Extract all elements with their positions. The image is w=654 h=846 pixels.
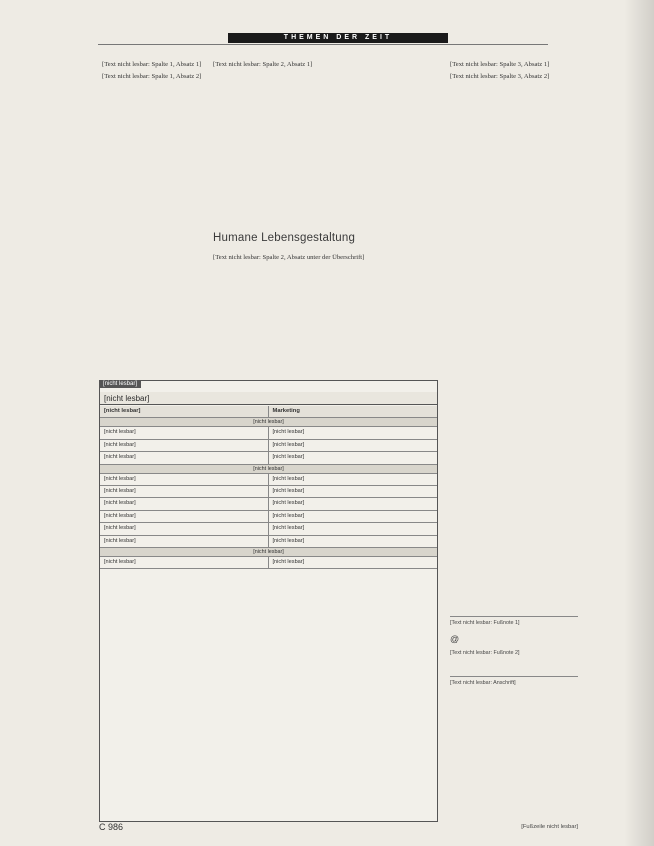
table-cell: [nicht lesbar]: [100, 557, 269, 568]
table-row: [100, 452, 437, 464]
body-column-1: [102, 60, 210, 356]
table-cell: [nicht lesbar]: [100, 498, 269, 509]
paragraph: [Text nicht lesbar: Spalte 1, Absatz 2]: [102, 73, 202, 81]
table-row: [100, 427, 437, 439]
body-column-3: [450, 60, 578, 610]
table-row: [100, 498, 437, 510]
table-cell: [nicht lesbar]: [272, 500, 305, 507]
journal-citation: [Fußzeile nicht lesbar]: [521, 824, 578, 830]
footnote-rule: [450, 616, 578, 617]
table-row: [100, 486, 437, 498]
footnote-rule: [450, 676, 578, 677]
table-cell: [nicht lesbar]: [272, 488, 305, 495]
table-cell: [nicht lesbar]: [272, 475, 305, 482]
table-cell: [nicht lesbar]: [100, 511, 269, 522]
table-row: [100, 523, 437, 535]
table-row: [100, 536, 437, 548]
body-column-2-continued: [213, 253, 435, 373]
table-cell: [nicht lesbar]: [100, 474, 269, 485]
top-rule: [98, 44, 548, 45]
table-cell: [nicht lesbar]: [100, 536, 269, 547]
table-cell: [nicht lesbar]: [272, 429, 305, 436]
paragraph: [Text nicht lesbar: Spalte 2, Absatz 1]: [213, 61, 313, 68]
table-row: [100, 511, 437, 523]
body-column-2: [213, 60, 435, 220]
paragraph: [Text nicht lesbar: Spalte 3, Absatz 1]: [450, 61, 550, 68]
footnote-literature: [Text nicht lesbar: Fußnote 2]: [450, 650, 520, 656]
table-cell: [nicht lesbar]: [100, 486, 269, 497]
column-header: Marketing: [269, 406, 438, 417]
paragraph: [Text nicht lesbar: Spalte 3, Absatz 2]: [450, 73, 550, 81]
table-cell: [nicht lesbar]: [272, 537, 305, 544]
table-row: [100, 474, 437, 486]
table-header-row: [100, 406, 437, 418]
paragraph: [Text nicht lesbar: Spalte 2, Absatz unter der Überschrift]: [213, 254, 365, 261]
table-tag: [nicht lesbar]: [99, 380, 141, 388]
table-title: [nicht lesbar]: [100, 392, 437, 405]
section-banner: THEMEN DER ZEIT: [228, 33, 448, 43]
process-table: [99, 380, 438, 822]
table-body: [100, 406, 437, 569]
scan-shadow: [624, 0, 654, 846]
table-cell: [nicht lesbar]: [272, 441, 305, 448]
table-phase-row: [nicht lesbar]: [100, 548, 437, 557]
table-cell: [nicht lesbar]: [100, 452, 269, 463]
section-heading: Humane Lebensgestaltung: [213, 232, 356, 244]
table-cell: [nicht lesbar]: [272, 454, 305, 461]
author-address: [Text nicht lesbar: Anschrift]: [450, 680, 516, 686]
table-phase-row: [nicht lesbar]: [100, 418, 437, 427]
table-cell: [nicht lesbar]: [100, 427, 269, 438]
table-cell: [nicht lesbar]: [272, 512, 305, 519]
at-icon: @: [450, 634, 460, 644]
table-phase-row: [nicht lesbar]: [100, 465, 437, 474]
table-cell: [nicht lesbar]: [100, 523, 269, 534]
table-cell: [nicht lesbar]: [100, 440, 269, 451]
table-row: [100, 557, 437, 569]
table-row: [100, 440, 437, 452]
column-header: [nicht lesbar]: [100, 406, 269, 417]
table-cell: [nicht lesbar]: [272, 525, 305, 532]
footnote-reference: [Text nicht lesbar: Fußnote 1]: [450, 620, 520, 626]
paragraph: [Text nicht lesbar: Spalte 1, Absatz 1]: [102, 61, 202, 68]
page-number: C 986: [99, 822, 124, 832]
table-cell: [nicht lesbar]: [272, 559, 305, 566]
